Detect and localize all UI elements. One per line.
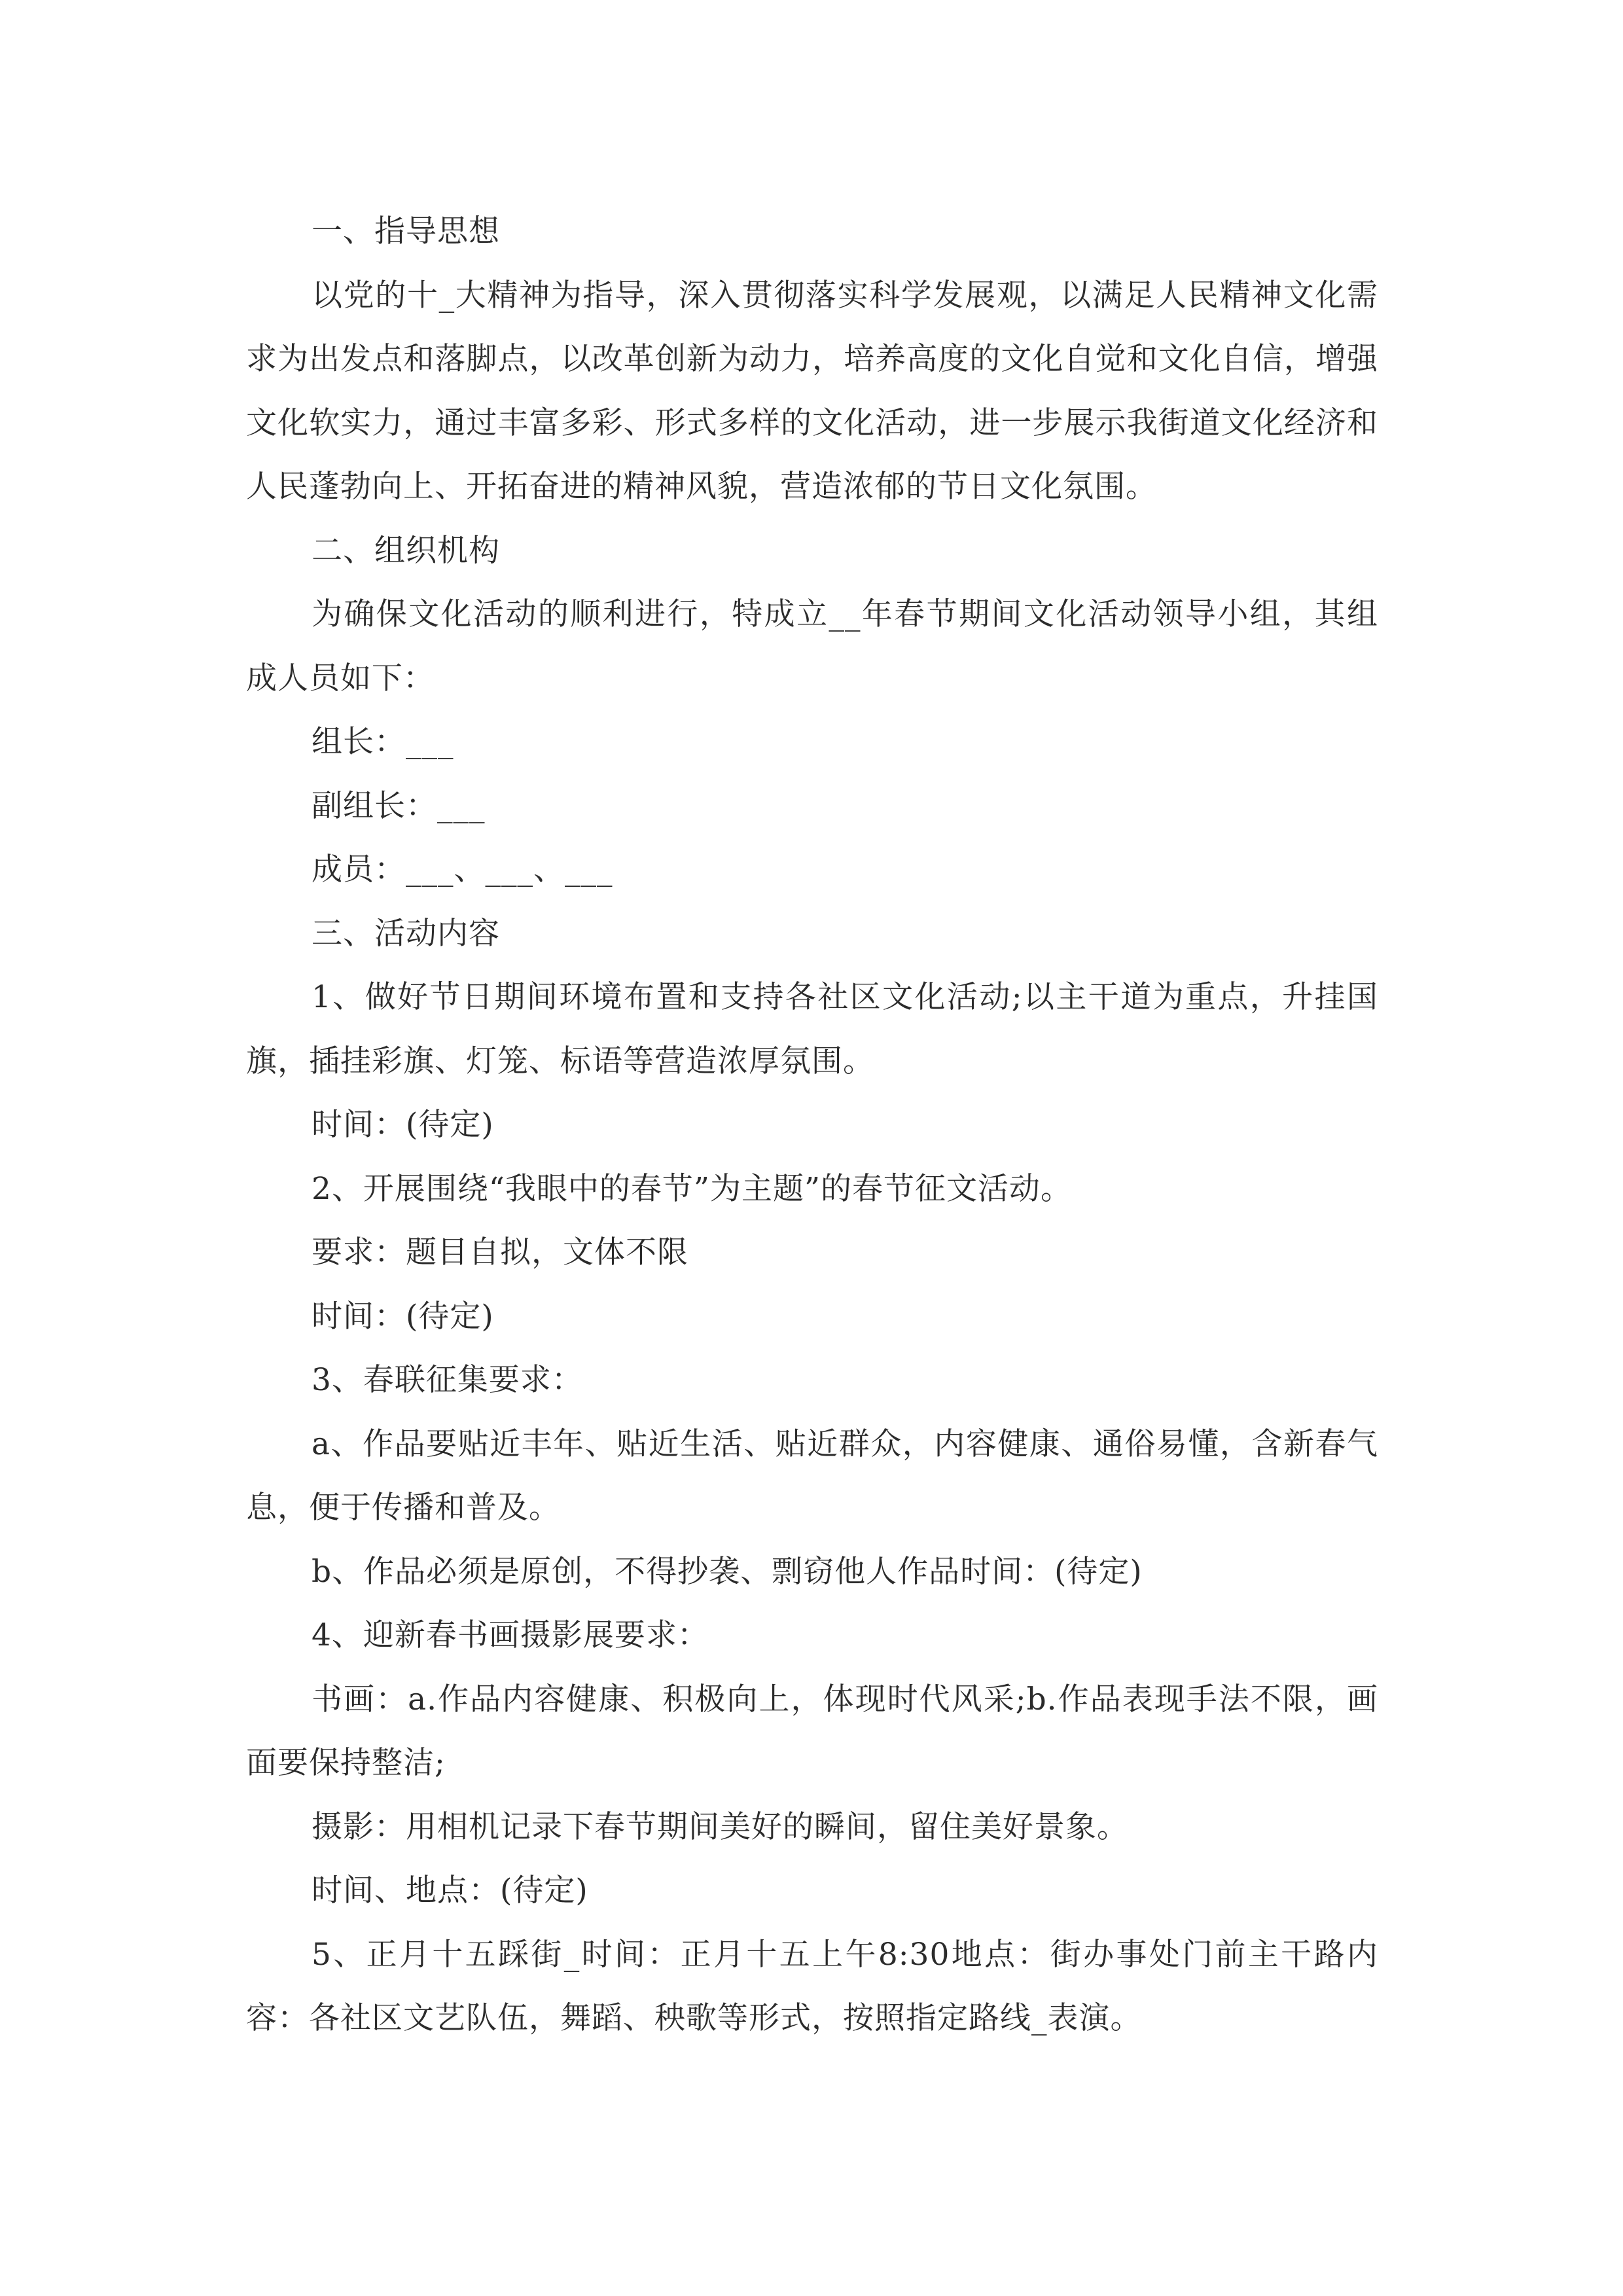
activity-5: 5、正月十五踩街_时间：正月十五上午8:30地点：街办事处门前主干路内容：各社区文艺队伍，舞蹈、秧歌等形式，按照指定路线_表演。 — [246, 1936, 1378, 2036]
paragraph-organization: 为确保文化活动的顺利进行，特成立__年春节期间文化活动领导小组，其组成人员如下： — [246, 596, 1378, 696]
activity-4-photography: 摄影：用相机记录下春节期间美好的瞬间，留住美好景象。 — [312, 1808, 1128, 1845]
paragraph-guiding-ideology: 以党的十_大精神为指导，深入贯彻落实科学发展观，以满足人民精神文化需求为出发点和落脚点，以改革创新为动力，培养高度的文化自觉和文化自信，增强文化软实力，通过丰富多彩、形式多样的文化活动，进一步展示我街道文化经济和人民蓬勃向上、开拓奋进的精神风貌，营造浓郁的节日文化氛围。 — [246, 277, 1378, 505]
activity-3-item-b: b、作品必须是原创，不得抄袭、剽窃他人作品时间：(待定) — [312, 1553, 1143, 1590]
activity-3: 3、春联征集要求： — [312, 1362, 583, 1398]
heading-guiding-ideology: 一、指导思想 — [312, 213, 500, 249]
activity-4-calligraphy: 书画：a.作品内容健康、积极向上，体现时代风采;b.作品表现手法不限，画面要保持整洁; — [246, 1681, 1378, 1781]
activity-3-item-a: a、作品要贴近丰年、贴近生活、贴近群众，内容健康、通俗易懂，含新春气息，便于传播和普及。 — [246, 1426, 1378, 1526]
line-deputy-leader: 副组长：___ — [312, 787, 486, 824]
activity-1-time: 时间：(待定) — [312, 1107, 494, 1143]
activity-1: 1、做好节日期间环境布置和支持各社区文化活动;以主干道为重点，升挂国旗，插挂彩旗、灯笼、标语等营造浓厚氛围。 — [246, 979, 1378, 1079]
heading-organization: 二、组织机构 — [312, 532, 500, 569]
activity-4-time-place: 时间、地点：(待定) — [312, 1873, 588, 1909]
heading-activities: 三、活动内容 — [312, 915, 500, 952]
activity-2-time: 时间：(待定) — [312, 1298, 494, 1335]
activity-2-requirement: 要求：题目自拟，文体不限 — [312, 1234, 688, 1270]
activity-2: 2、开展围绕“我眼中的春节”为主题”的春节征文活动。 — [312, 1170, 1072, 1207]
activity-4: 4、迎新春书画摄影展要求： — [312, 1617, 709, 1653]
document-body — [246, 200, 1378, 2051]
line-members: 成员：___、___、___ — [312, 852, 613, 888]
line-group-leader: 组长：___ — [312, 724, 454, 760]
